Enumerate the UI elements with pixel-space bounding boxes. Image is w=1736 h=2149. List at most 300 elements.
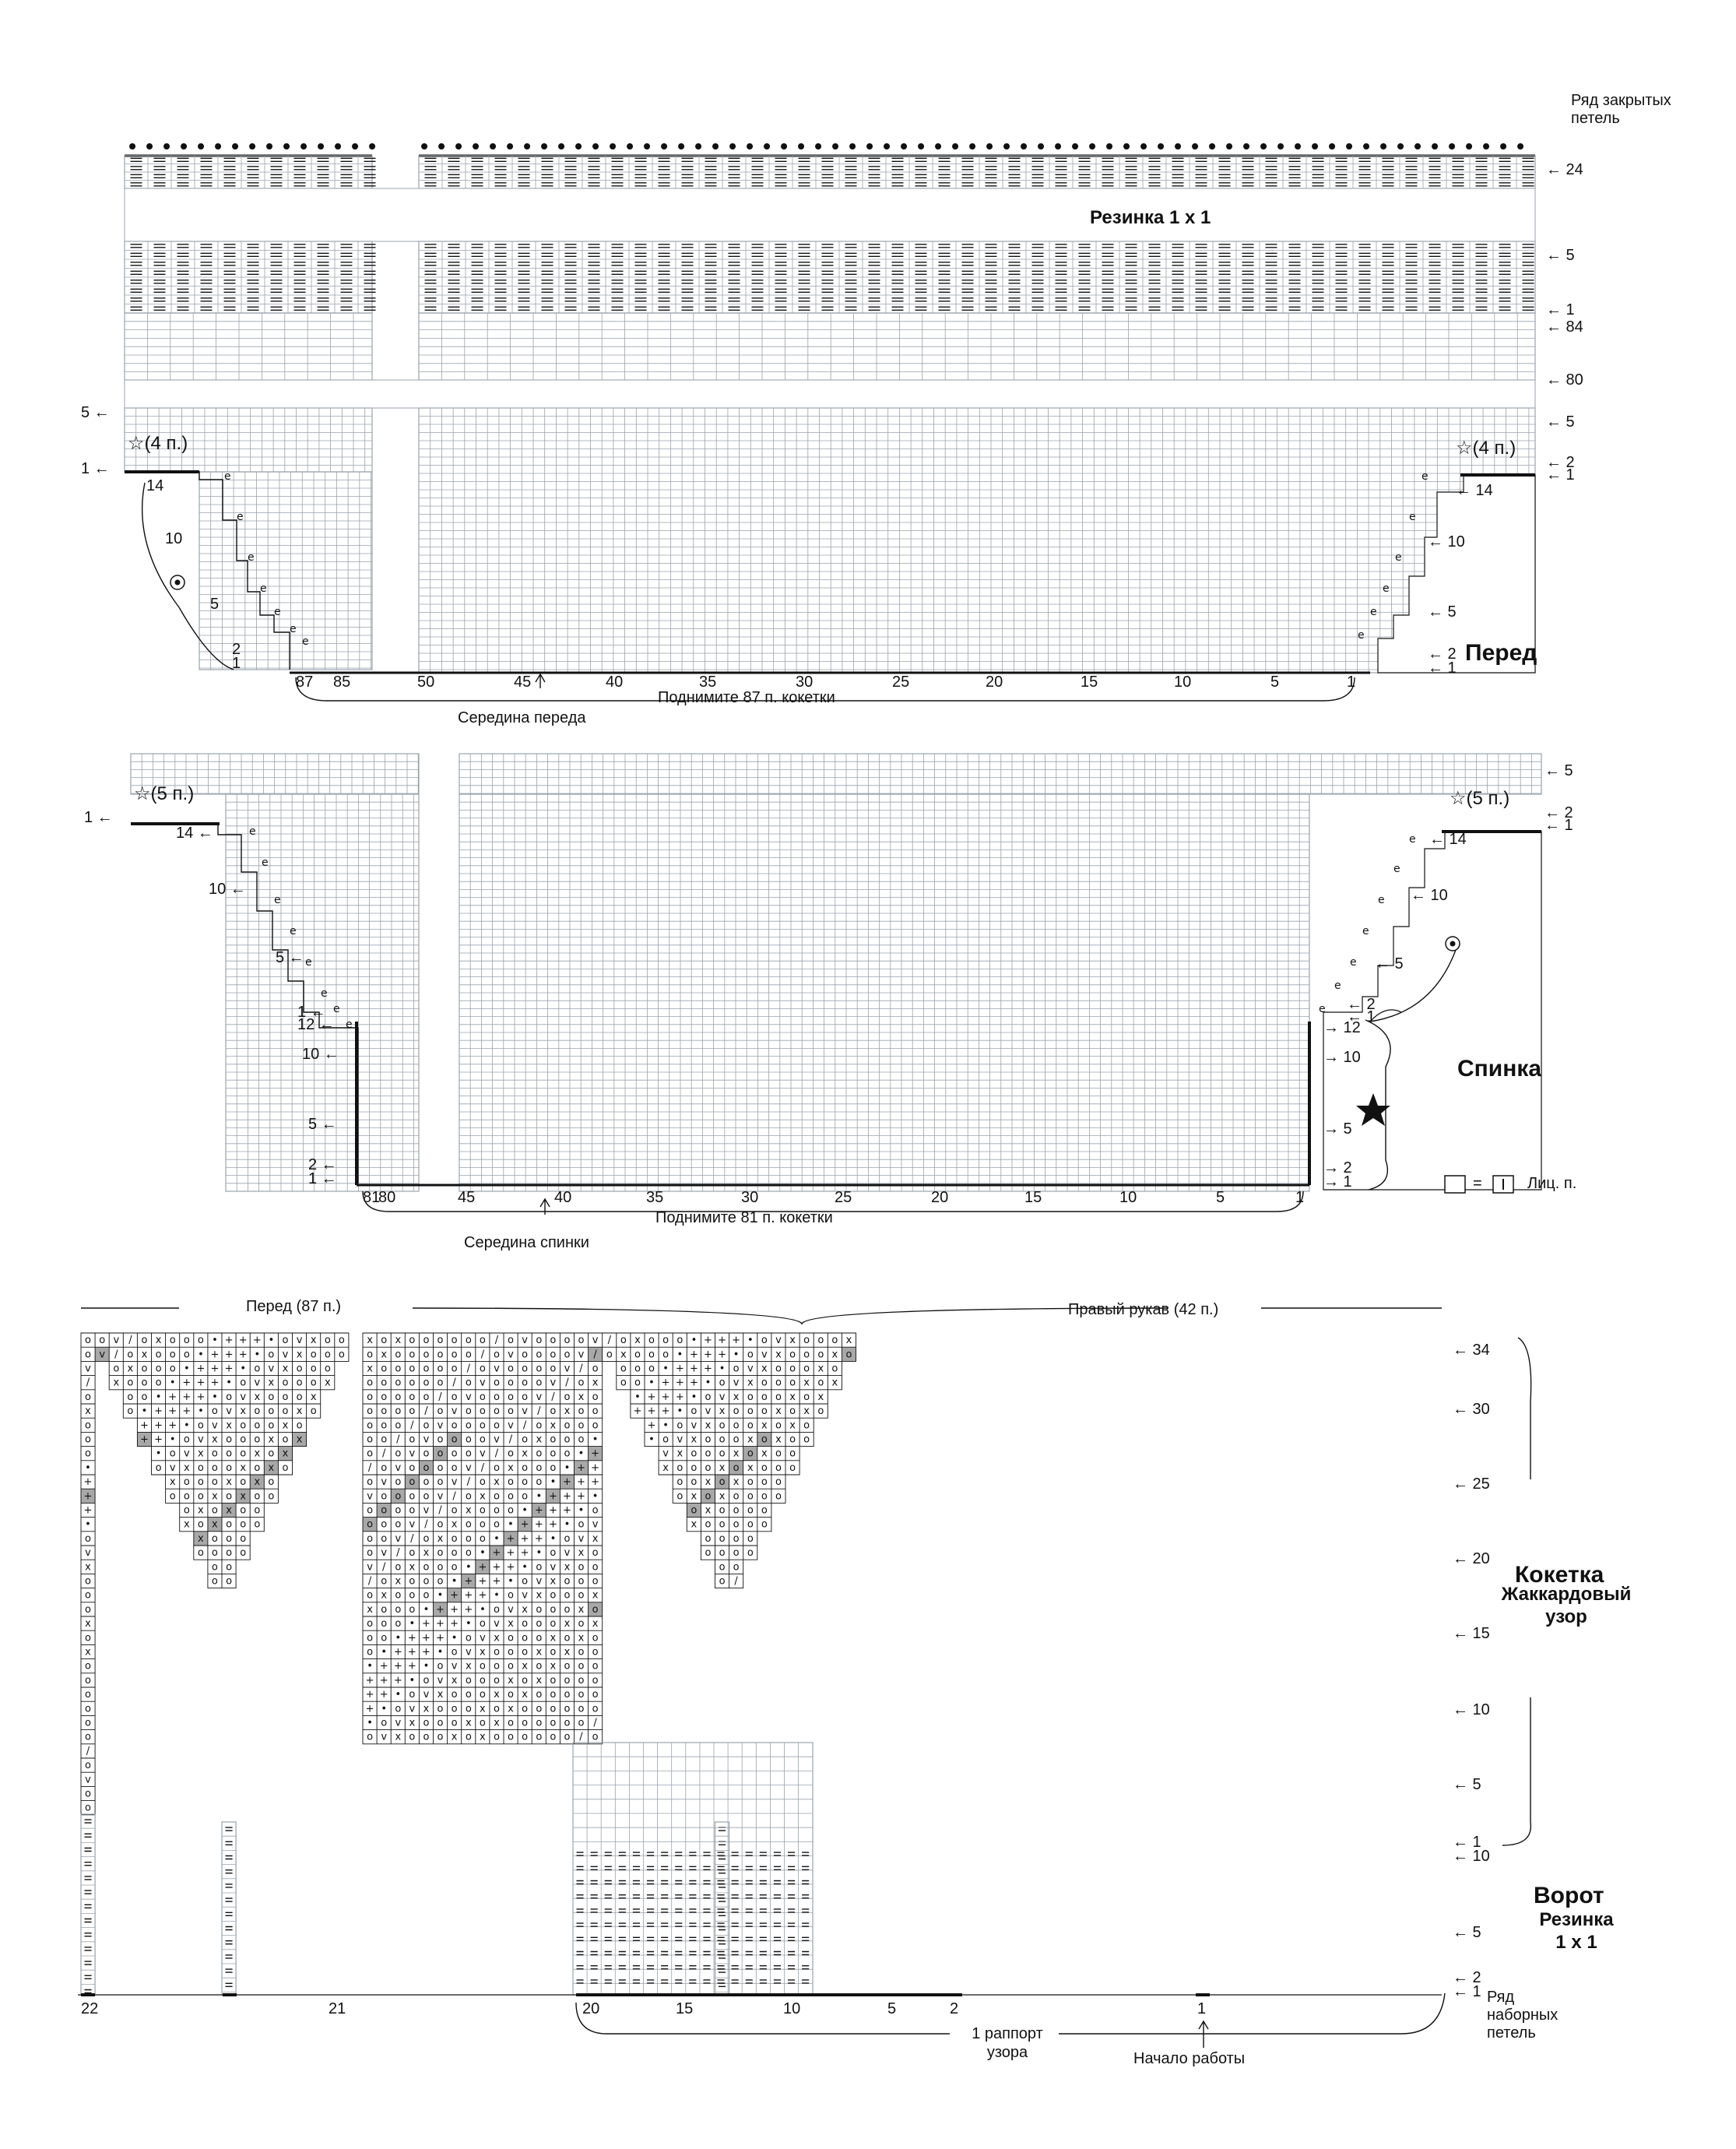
svg-text:o: o — [381, 1532, 388, 1545]
svg-text:o: o — [183, 1349, 190, 1361]
svg-text:x: x — [381, 1349, 388, 1361]
svg-text:•: • — [183, 1419, 190, 1432]
svg-text:+: + — [548, 1504, 557, 1517]
svg-text:/: / — [494, 1335, 499, 1347]
back-stitch-number: 80 — [378, 1189, 396, 1206]
svg-text:x: x — [522, 1447, 528, 1460]
front-row-number-left: 5 — [210, 596, 220, 613]
svg-text:x: x — [550, 1632, 557, 1644]
svg-text:o: o — [536, 1363, 543, 1375]
svg-text:o: o — [395, 1447, 402, 1460]
front-stitch-number: 5 — [1270, 674, 1280, 691]
front-left-outline — [125, 472, 290, 670]
svg-text:o: o — [451, 1689, 458, 1701]
svg-text:o: o — [226, 1575, 233, 1588]
svg-text:o: o — [479, 1405, 486, 1418]
svg-text:v: v — [395, 1717, 402, 1729]
svg-text:o: o — [127, 1391, 134, 1403]
svg-text:o: o — [536, 1419, 543, 1432]
svg-text:+: + — [379, 1689, 388, 1701]
svg-text:•: • — [648, 1377, 655, 1389]
svg-text:o: o — [719, 1504, 726, 1517]
svg-text:v: v — [536, 1575, 543, 1588]
svg-text:o: o — [592, 1391, 599, 1403]
svg-text:o: o — [423, 1532, 430, 1545]
svg-text:o: o — [395, 1518, 402, 1531]
back-stitch-number: 45 — [458, 1189, 476, 1206]
legend-knit-label: Лиц. п. — [1527, 1175, 1577, 1192]
svg-text:x: x — [775, 1405, 782, 1418]
svg-text:o: o — [85, 1632, 91, 1644]
svg-text:v: v — [662, 1447, 669, 1460]
svg-text:x: x — [705, 1476, 712, 1489]
back-top-right-lines — [459, 754, 1541, 794]
back-center-arrow — [540, 1199, 550, 1215]
svg-text:+: + — [407, 1660, 416, 1672]
svg-text:o: o — [550, 1547, 557, 1560]
svg-text:+: + — [393, 1660, 402, 1672]
svg-text:•: • — [183, 1363, 190, 1375]
svg-text:•: • — [169, 1377, 176, 1389]
svg-text:o: o — [197, 1419, 204, 1432]
svg-text:o: o — [479, 1476, 486, 1489]
svg-text:o: o — [522, 1391, 529, 1403]
svg-text:o: o — [324, 1363, 331, 1375]
svg-text:o: o — [564, 1703, 571, 1715]
yoke-pattern-label: Жаккардовый узор — [1501, 1584, 1632, 1627]
svg-text:o: o — [423, 1731, 430, 1743]
svg-text:•: • — [240, 1363, 247, 1375]
svg-text:o: o — [423, 1349, 430, 1361]
svg-text:+: + — [534, 1518, 543, 1531]
svg-text:o: o — [183, 1433, 190, 1446]
svg-text:o: o — [268, 1419, 275, 1432]
svg-text:o: o — [578, 1674, 585, 1686]
svg-text:o: o — [775, 1447, 782, 1460]
svg-text:o: o — [719, 1518, 726, 1531]
svg-text:+: + — [492, 1561, 501, 1574]
svg-text:o: o — [465, 1377, 472, 1389]
svg-text:o: o — [381, 1391, 388, 1403]
svg-text:x: x — [508, 1674, 514, 1686]
svg-text:o: o — [578, 1689, 585, 1701]
svg-text:v: v — [296, 1335, 303, 1347]
svg-text:/: / — [565, 1377, 569, 1389]
svg-text:x: x — [522, 1689, 528, 1701]
svg-text:o: o — [423, 1335, 430, 1347]
back-pickup-label: Поднимите 81 п. кокетки — [655, 1209, 833, 1226]
svg-text:o: o — [733, 1405, 740, 1418]
svg-text:o: o — [85, 1335, 91, 1347]
svg-text:o: o — [437, 1377, 444, 1389]
svg-text:x: x — [550, 1419, 557, 1432]
svg-text:o: o — [845, 1349, 852, 1361]
svg-text:o: o — [662, 1349, 669, 1361]
svg-text:x: x — [226, 1476, 232, 1489]
svg-text:o: o — [564, 1660, 571, 1672]
front-center-label: Середина переда — [458, 709, 586, 726]
svg-text:x: x — [409, 1561, 416, 1574]
svg-text:x: x — [367, 1335, 373, 1347]
svg-text:+: + — [154, 1433, 163, 1446]
svg-text:o: o — [803, 1335, 810, 1347]
svg-text:+: + — [577, 1490, 585, 1503]
svg-text:o: o — [437, 1349, 444, 1361]
svg-text:o: o — [367, 1632, 374, 1644]
svg-text:+: + — [689, 1377, 698, 1389]
svg-text:•: • — [367, 1660, 373, 1672]
back-row-number: → 5 — [1323, 1120, 1352, 1138]
svg-text:o: o — [789, 1405, 796, 1418]
svg-text:o: o — [240, 1504, 247, 1517]
svg-text:x: x — [310, 1391, 317, 1403]
front-row-number: ← 14 — [1456, 482, 1493, 499]
svg-text:o: o — [508, 1405, 514, 1418]
front-row-number-left: 10 — [165, 530, 183, 547]
svg-text:o: o — [733, 1504, 740, 1517]
svg-text:o: o — [747, 1419, 754, 1432]
svg-text:v: v — [169, 1461, 176, 1474]
svg-text:+: + — [422, 1646, 430, 1658]
svg-text:o: o — [733, 1433, 740, 1446]
svg-text:o: o — [226, 1391, 233, 1403]
svg-text:x: x — [296, 1433, 303, 1446]
svg-text:+: + — [704, 1349, 712, 1361]
decrease-mark: e — [290, 925, 297, 937]
front-rib-label: Резинка 1 х 1 — [1090, 207, 1211, 228]
svg-text:x: x — [817, 1363, 824, 1375]
svg-text:v: v — [367, 1490, 373, 1503]
svg-text:•: • — [423, 1603, 430, 1616]
svg-text:o: o — [733, 1363, 740, 1375]
svg-text:o: o — [522, 1646, 529, 1658]
svg-text:o: o — [211, 1575, 218, 1588]
svg-text:o: o — [705, 1447, 712, 1460]
svg-text:o: o — [508, 1504, 514, 1517]
svg-text:x: x — [564, 1646, 571, 1658]
svg-text:+: + — [365, 1689, 374, 1701]
collar-rib-block-dashes — [577, 1852, 810, 1983]
svg-text:v: v — [451, 1405, 458, 1418]
svg-text:x: x — [494, 1689, 500, 1701]
svg-text:o: o — [240, 1419, 247, 1432]
svg-text:o: o — [395, 1419, 402, 1432]
svg-text:o: o — [479, 1660, 486, 1672]
svg-text:o: o — [409, 1731, 416, 1743]
svg-text:o: o — [508, 1660, 514, 1672]
svg-text:v: v — [480, 1377, 486, 1389]
svg-text:o: o — [381, 1405, 388, 1418]
collar-left-column-lines — [81, 1828, 95, 1984]
back-row-number-left: 10 ← — [302, 1046, 339, 1063]
svg-text:x: x — [268, 1377, 275, 1389]
svg-text:v: v — [226, 1405, 232, 1418]
svg-text:x: x — [550, 1660, 557, 1672]
collar-rib-block — [573, 1743, 813, 1995]
svg-text:+: + — [718, 1349, 727, 1361]
svg-text:o: o — [437, 1476, 444, 1489]
svg-text:o: o — [761, 1391, 768, 1403]
svg-text:o: o — [817, 1335, 824, 1347]
svg-text:x: x — [465, 1504, 472, 1517]
svg-text:o: o — [451, 1335, 458, 1347]
svg-text:+: + — [704, 1363, 712, 1375]
decrease-mark: e — [1350, 956, 1357, 969]
back-row-number: ← 5 — [1375, 955, 1404, 973]
svg-text:x: x — [691, 1518, 698, 1531]
svg-text:o: o — [620, 1377, 627, 1389]
svg-text:v: v — [451, 1476, 458, 1489]
svg-text:x: x — [831, 1377, 838, 1389]
svg-text:o: o — [522, 1490, 529, 1503]
svg-text:x: x — [423, 1703, 430, 1715]
svg-text:x: x — [282, 1447, 289, 1460]
svg-text:v: v — [85, 1363, 91, 1375]
svg-text:+: + — [379, 1674, 388, 1686]
svg-text:o: o — [719, 1547, 726, 1560]
svg-text:•: • — [662, 1363, 669, 1375]
svg-text:o: o — [437, 1703, 444, 1715]
svg-text:o: o — [254, 1504, 261, 1517]
svg-text:o: o — [733, 1490, 740, 1503]
back-pickup-bracket — [363, 1191, 1303, 1212]
svg-text:o: o — [705, 1433, 712, 1446]
svg-text:o: o — [578, 1335, 585, 1347]
svg-text:x: x — [423, 1547, 430, 1560]
back-row-number-left: 5 ← — [308, 1116, 337, 1133]
svg-text:o: o — [324, 1349, 331, 1361]
svg-text:o: o — [465, 1433, 472, 1446]
svg-text:o: o — [155, 1349, 162, 1361]
svg-text:o: o — [592, 1603, 599, 1616]
decrease-mark: e — [1362, 925, 1369, 937]
back-stitch-number: 25 — [835, 1189, 852, 1206]
front-rib-top-left-lines — [125, 156, 372, 188]
svg-text:o: o — [831, 1363, 838, 1375]
svg-text:o: o — [761, 1504, 768, 1517]
svg-text:o: o — [409, 1405, 416, 1418]
svg-text:x: x — [775, 1433, 782, 1446]
svg-text:o: o — [381, 1632, 388, 1644]
svg-text:x: x — [536, 1433, 543, 1446]
svg-text:o: o — [395, 1490, 402, 1503]
svg-text:o: o — [395, 1603, 402, 1616]
svg-text:o: o — [648, 1349, 655, 1361]
svg-text:o: o — [437, 1447, 444, 1460]
svg-text:/: / — [607, 1335, 611, 1347]
svg-text:o: o — [508, 1689, 514, 1701]
svg-text:o: o — [522, 1377, 529, 1389]
svg-text:o: o — [381, 1575, 388, 1588]
svg-text:x: x — [212, 1433, 218, 1446]
svg-text:o: o — [423, 1363, 430, 1375]
svg-text:o: o — [747, 1391, 754, 1403]
yoke-stitch-number: 5 — [887, 2000, 897, 2017]
svg-text:/: / — [593, 1717, 597, 1729]
svg-text:o: o — [240, 1377, 247, 1389]
svg-text:o: o — [85, 1391, 91, 1403]
decrease-mark: e — [1409, 511, 1416, 523]
decrease-mark: e — [302, 635, 309, 648]
svg-text:o: o — [761, 1405, 768, 1418]
svg-text:o: o — [367, 1476, 374, 1489]
svg-text:•: • — [465, 1618, 472, 1630]
svg-text:x: x — [803, 1377, 810, 1389]
svg-text:v: v — [592, 1518, 599, 1531]
svg-text:o: o — [789, 1377, 796, 1389]
svg-text:o: o — [381, 1603, 388, 1616]
svg-text:/: / — [734, 1575, 738, 1588]
svg-text:x: x — [508, 1618, 514, 1630]
svg-text:x: x — [536, 1674, 543, 1686]
svg-text:o: o — [367, 1547, 374, 1560]
back-stitch-number: 1 — [1295, 1189, 1305, 1206]
svg-text:o: o — [747, 1532, 754, 1545]
svg-text:o: o — [676, 1476, 684, 1489]
svg-text:o: o — [550, 1603, 557, 1616]
svg-text:o: o — [817, 1349, 824, 1361]
svg-text:o: o — [211, 1561, 218, 1574]
back-stitch-number: 35 — [646, 1189, 664, 1206]
svg-text:o: o — [479, 1504, 486, 1517]
svg-text:•: • — [465, 1561, 472, 1574]
front-row-number-left: 1 ← — [81, 460, 110, 477]
yoke-row-number: ← 1 — [1453, 1983, 1481, 2000]
svg-text:x: x — [395, 1575, 402, 1588]
svg-text:o: o — [409, 1589, 416, 1602]
svg-text:•: • — [719, 1363, 726, 1375]
svg-text:/: / — [396, 1547, 400, 1560]
svg-text:o: o — [85, 1802, 91, 1814]
svg-text:o: o — [240, 1547, 247, 1560]
svg-text:o: o — [381, 1518, 388, 1531]
svg-text:o: o — [240, 1532, 247, 1545]
svg-text:o: o — [381, 1335, 388, 1347]
svg-text:+: + — [379, 1660, 388, 1672]
svg-text:v: v — [564, 1547, 571, 1560]
svg-text:v: v — [381, 1547, 388, 1560]
svg-text:v: v — [494, 1618, 500, 1630]
svg-text:o: o — [268, 1405, 275, 1418]
front-stitch-number: 10 — [1174, 674, 1192, 691]
svg-text:o: o — [240, 1518, 247, 1531]
svg-text:+: + — [506, 1532, 515, 1545]
svg-text:o: o — [423, 1476, 430, 1489]
svg-text:x: x — [155, 1335, 162, 1347]
svg-text:o: o — [508, 1391, 514, 1403]
svg-text:•: • — [676, 1349, 684, 1361]
svg-text:/: / — [579, 1363, 583, 1375]
svg-text:x: x — [296, 1349, 303, 1361]
svg-text:x: x — [592, 1532, 599, 1545]
back-row-number: ← 1 — [1347, 1008, 1376, 1025]
svg-text:v: v — [522, 1405, 528, 1418]
svg-text:o: o — [508, 1717, 514, 1729]
svg-text:o: o — [564, 1689, 571, 1701]
svg-text:o: o — [451, 1504, 458, 1517]
svg-text:o: o — [508, 1377, 514, 1389]
svg-text:o: o — [240, 1476, 247, 1489]
svg-text:+: + — [520, 1547, 529, 1560]
decrease-mark: e — [237, 511, 244, 523]
svg-text:v: v — [761, 1349, 768, 1361]
svg-text:/: / — [410, 1532, 414, 1545]
svg-text:o: o — [451, 1433, 458, 1446]
svg-text:x: x — [183, 1461, 190, 1474]
svg-text:o: o — [479, 1674, 486, 1686]
back-row-number-left: 14 ← — [176, 825, 213, 842]
svg-text:o: o — [409, 1461, 416, 1474]
yoke-stitch-number: 15 — [676, 2000, 694, 2017]
svg-text:+: + — [534, 1504, 543, 1517]
svg-text:v: v — [183, 1447, 190, 1460]
svg-text:x: x — [662, 1461, 669, 1474]
svg-text:o: o — [789, 1363, 796, 1375]
svg-text:o: o — [395, 1703, 402, 1715]
svg-text:o: o — [719, 1561, 726, 1574]
svg-text:+: + — [591, 1461, 600, 1474]
svg-text:o: o — [367, 1377, 374, 1389]
front-stitch-number: 50 — [417, 674, 435, 691]
decrease-mark: e — [1409, 833, 1416, 846]
svg-text:o: o — [423, 1490, 430, 1503]
svg-text:o: o — [451, 1703, 458, 1715]
svg-text:o: o — [733, 1518, 740, 1531]
back-row-number: → 12 — [1323, 1019, 1361, 1036]
svg-text:o: o — [451, 1447, 458, 1460]
svg-text:x: x — [212, 1518, 218, 1531]
svg-text:v: v — [465, 1391, 472, 1403]
svg-text:/: / — [480, 1349, 485, 1361]
svg-text:x: x — [437, 1689, 444, 1701]
svg-text:v: v — [254, 1377, 261, 1389]
svg-text:•: • — [592, 1433, 599, 1446]
svg-text:o: o — [409, 1349, 416, 1361]
svg-text:o: o — [578, 1377, 585, 1389]
svg-text:o: o — [578, 1589, 585, 1602]
svg-text:o: o — [550, 1461, 557, 1474]
yoke-front-label: Перед (87 п.) — [246, 1298, 342, 1315]
svg-text:o: o — [465, 1632, 472, 1644]
svg-text:x: x — [634, 1335, 641, 1347]
back-row-number: → 10 — [1323, 1049, 1361, 1066]
svg-text:x: x — [522, 1660, 528, 1672]
svg-text:o: o — [803, 1433, 810, 1446]
svg-text:+: + — [464, 1589, 473, 1602]
svg-text:•: • — [536, 1547, 543, 1560]
svg-text:x: x — [578, 1547, 585, 1560]
yoke-row-number: ← 20 — [1453, 1550, 1490, 1567]
svg-text:o: o — [381, 1618, 388, 1630]
svg-text:o: o — [761, 1461, 768, 1474]
svg-text:+: + — [140, 1433, 149, 1446]
svg-text:x: x — [226, 1504, 232, 1517]
svg-text:•: • — [536, 1490, 543, 1503]
svg-text:o: o — [113, 1363, 120, 1375]
svg-text:/: / — [522, 1419, 527, 1432]
svg-text:x: x — [198, 1532, 204, 1545]
svg-text:/: / — [396, 1433, 400, 1446]
svg-text:o: o — [550, 1349, 557, 1361]
svg-text:o: o — [254, 1433, 261, 1446]
svg-text:o: o — [437, 1363, 444, 1375]
svg-text:•: • — [508, 1518, 514, 1531]
svg-text:o: o — [395, 1504, 402, 1517]
back-note-left: ☆(5 п.) — [134, 783, 195, 804]
svg-text:o: o — [268, 1476, 275, 1489]
svg-text:v: v — [578, 1532, 585, 1545]
front-upper-right-lines — [419, 313, 1535, 380]
